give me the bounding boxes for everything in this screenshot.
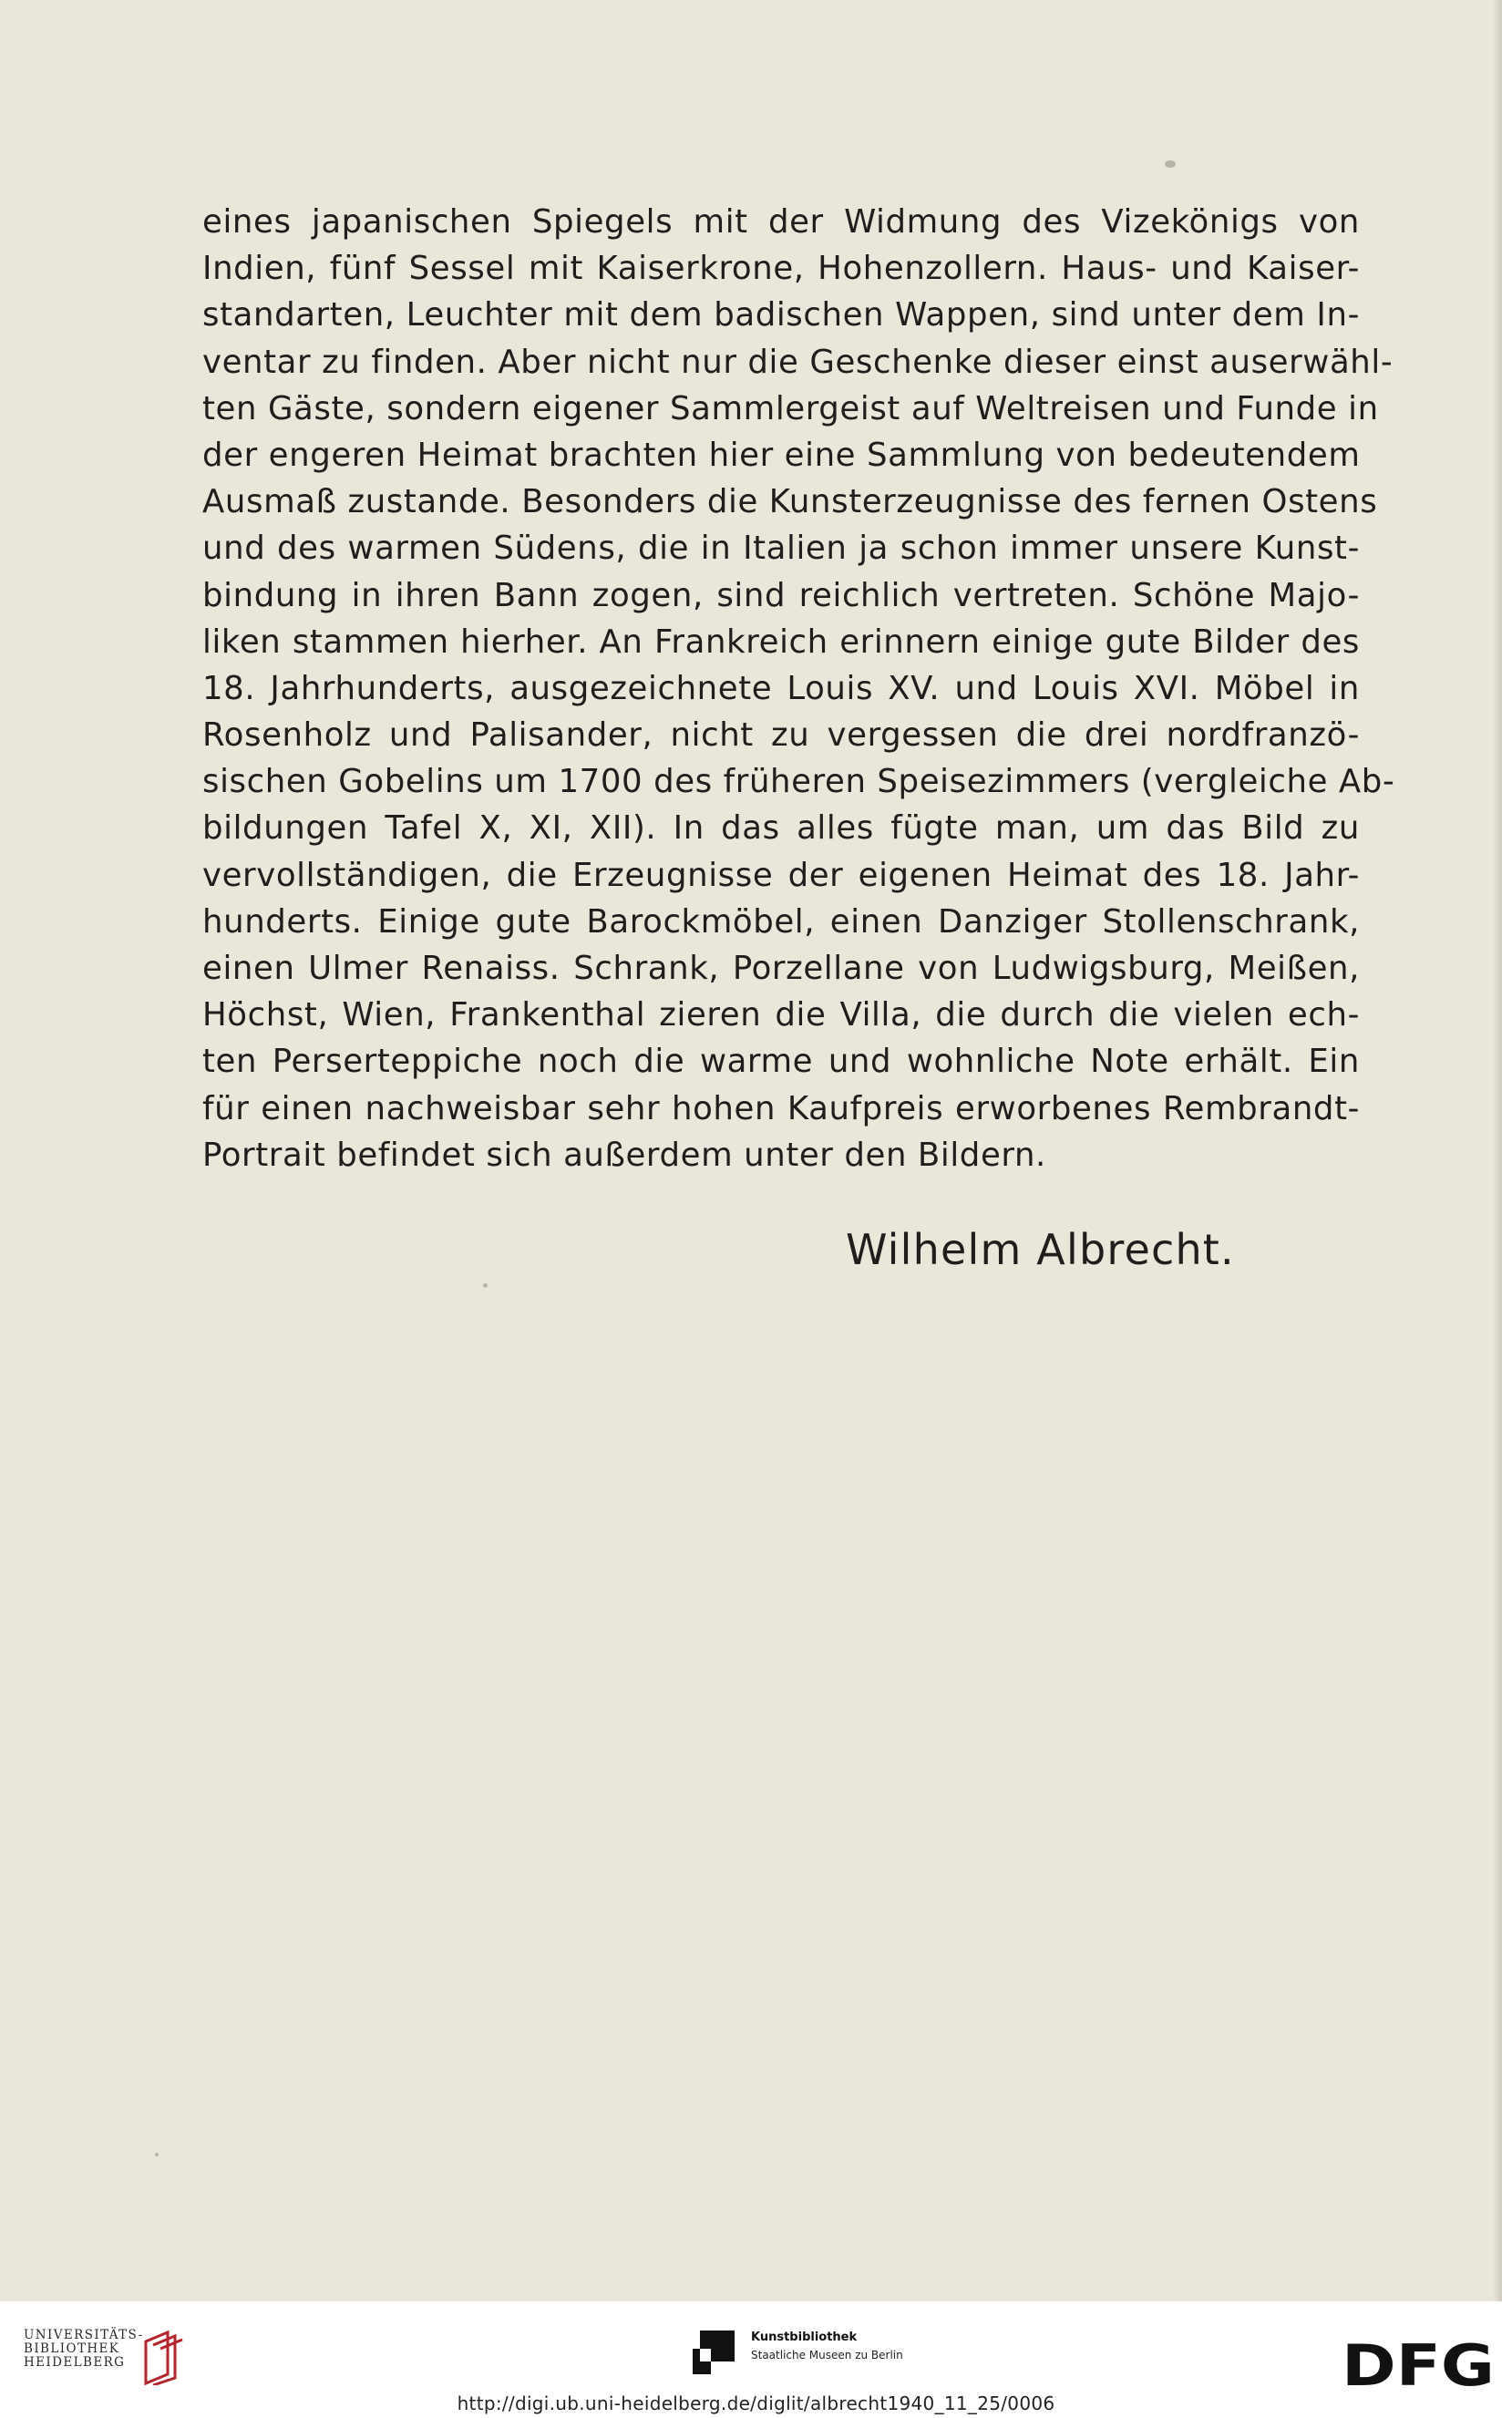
ub-book-icon bbox=[140, 2329, 186, 2385]
text-line: und des warmen Südens, die in Italien ja schon immer unsere Kunst- bbox=[202, 530, 1360, 568]
dfg-logo[interactable] bbox=[1342, 2336, 1497, 2392]
kunstbibliothek-logo[interactable] bbox=[693, 2325, 930, 2380]
text-line: Höchst, Wien, Frankenthal zieren die Villa, die durch die vielen ech- bbox=[202, 996, 1360, 1034]
text-line: vervollständigen, die Erzeugnisse der eigenen Heimat des 18. Jahr- bbox=[202, 856, 1360, 894]
kunstbibliothek-name: Kunstbibliothek bbox=[751, 2331, 858, 2344]
ub-logo-text: UNIVERSITÄTS- BIBLIOTHEK HEIDELBERG bbox=[24, 2328, 144, 2370]
text-line: sischen Gobelins um 1700 des früheren Speisezimmers (vergleiche Ab- bbox=[202, 763, 1395, 801]
ub-heidelberg-logo[interactable] bbox=[24, 2329, 188, 2392]
source-url[interactable]: http://digi.ub.uni-heidelberg.de/diglit/albrecht1940_11_25/0006 bbox=[457, 2392, 1055, 2414]
text-line: hunderts. Einige gute Barockmöbel, einen Danziger Stollenschrank, bbox=[202, 902, 1360, 941]
text-line: liken stammen hierher. An Frankreich erinnern einige gute Bilder des bbox=[202, 623, 1360, 661]
author-signature: Wilhelm Albrecht. bbox=[846, 1225, 1235, 1274]
text-line: Rosenholz und Palisander, nicht zu vergessen die drei nordfranzö- bbox=[202, 716, 1360, 755]
dfg-logo-text: DFG bbox=[1342, 2336, 1495, 2392]
text-line: bindung in ihren Bann zogen, sind reichlich vertreten. Schöne Majo- bbox=[202, 576, 1360, 614]
digitization-footer bbox=[0, 2301, 1512, 2418]
text-line: eines japanischen Spiegels mit der Widmung des Vizekönigs von bbox=[202, 203, 1360, 241]
text-line: für einen nachweisbar sehr hohen Kaufpreis erworbenes Rembrandt- bbox=[202, 1089, 1360, 1127]
dust-speck bbox=[155, 2153, 159, 2156]
text-line: einen Ulmer Renaiss. Schrank, Porzellane von Ludwigsburg, Meißen, bbox=[202, 950, 1360, 987]
text-line: ten Gäste, sondern eigener Sammlergeist auf Weltreisen und Funde in bbox=[202, 389, 1379, 427]
text-line: Indien, fünf Sessel mit Kaiserkrone, Hohenzollern. Haus- und Kaiser- bbox=[202, 250, 1360, 288]
text-line: bildungen Tafel X, XI, XII). In das alles fügte man, um das Bild zu bbox=[202, 809, 1360, 848]
text-line: ventar zu finden. Aber nicht nur die Geschenke dieser einst auserwähl- bbox=[202, 343, 1394, 381]
dust-speck bbox=[483, 1283, 488, 1288]
kunstbibliothek-subtitle: Staatliche Museen zu Berlin bbox=[751, 2349, 903, 2361]
text-line: ten Perserteppiche noch die warme und wohnliche Note erhält. Ein bbox=[202, 1043, 1360, 1081]
text-line: der engeren Heimat brachten hier eine Sammlung von bedeutendem bbox=[202, 436, 1361, 474]
text-line: Portrait befindet sich außerdem unter den Bildern. bbox=[202, 1136, 1046, 1174]
text-line: Ausmaß zustande. Besonders die Kunsterzeugnisse des fernen Ostens bbox=[202, 483, 1378, 521]
body-text bbox=[202, 199, 1395, 1178]
page-edge-shadow bbox=[1493, 0, 1502, 2301]
text-line: standarten, Leuchter mit dem badischen Wappen, sind unter dem In- bbox=[202, 296, 1360, 334]
dust-speck bbox=[1165, 160, 1176, 168]
kunstbibliothek-mark-icon bbox=[693, 2331, 735, 2374]
text-line: 18. Jahrhunderts, ausgezeichnete Louis XV. und Louis XVI. Möbel in bbox=[202, 669, 1360, 707]
